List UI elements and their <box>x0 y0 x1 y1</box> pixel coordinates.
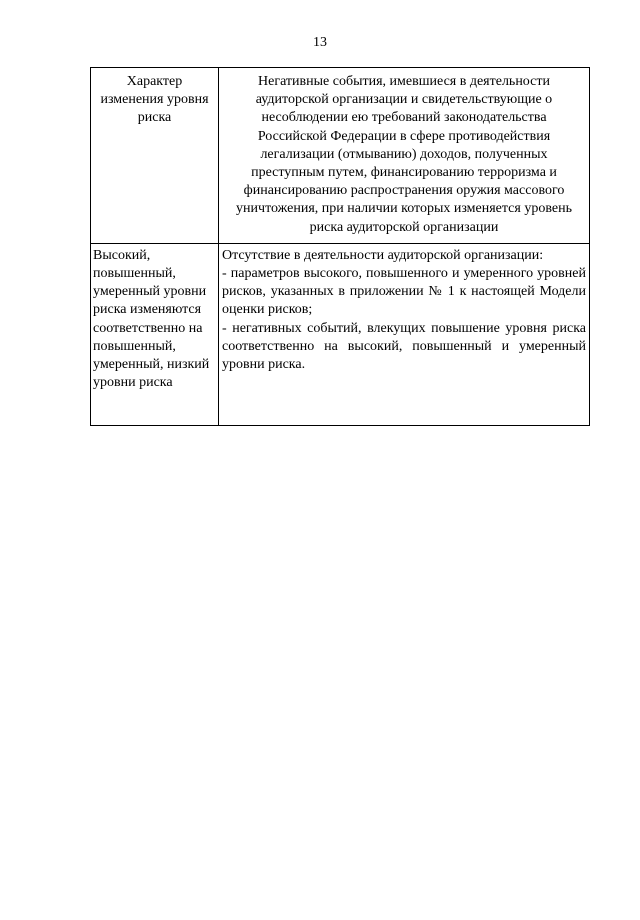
absence-intro: Отсутствие в деятельности аудиторской организации: <box>222 247 544 263</box>
absence-item-negative-events: - негативных событий, влекущих повышение уровня риска соответственно на высокий, повышенный и умеренный уровни риска. <box>222 320 586 373</box>
table-row <box>91 243 590 425</box>
table-header-row <box>91 68 590 244</box>
risk-change-table <box>90 67 590 426</box>
header-negative-events: Негативные события, имевшиеся в деятельности аудиторской организации и свидетельствующие о несоблюдении ею требований законодательства Российской Федерации в сфере противодействия легализации (отмыванию) доходов, полученных преступным путем, финансированию терроризма и финансированию распространения оружия массового уничтожения, при наличии которых изменяется уровень риска аудиторской организации <box>219 68 590 244</box>
absence-item-parameters: - параметров высокого, повышенного и умеренного уровней рисков, указанных в приложении № 1 к настоящей Модели оценки рисков; <box>222 266 586 318</box>
page-number: 13 <box>313 35 327 50</box>
cell-absence-conditions <box>219 243 590 425</box>
header-risk-change-nature: Характер изменения уровня риска <box>91 68 219 244</box>
cell-risk-levels-change: Высокий, повышенный, умеренный уровни риска изменяются соответственно на повышенный, умеренный, низкий уровни риска <box>91 243 219 425</box>
